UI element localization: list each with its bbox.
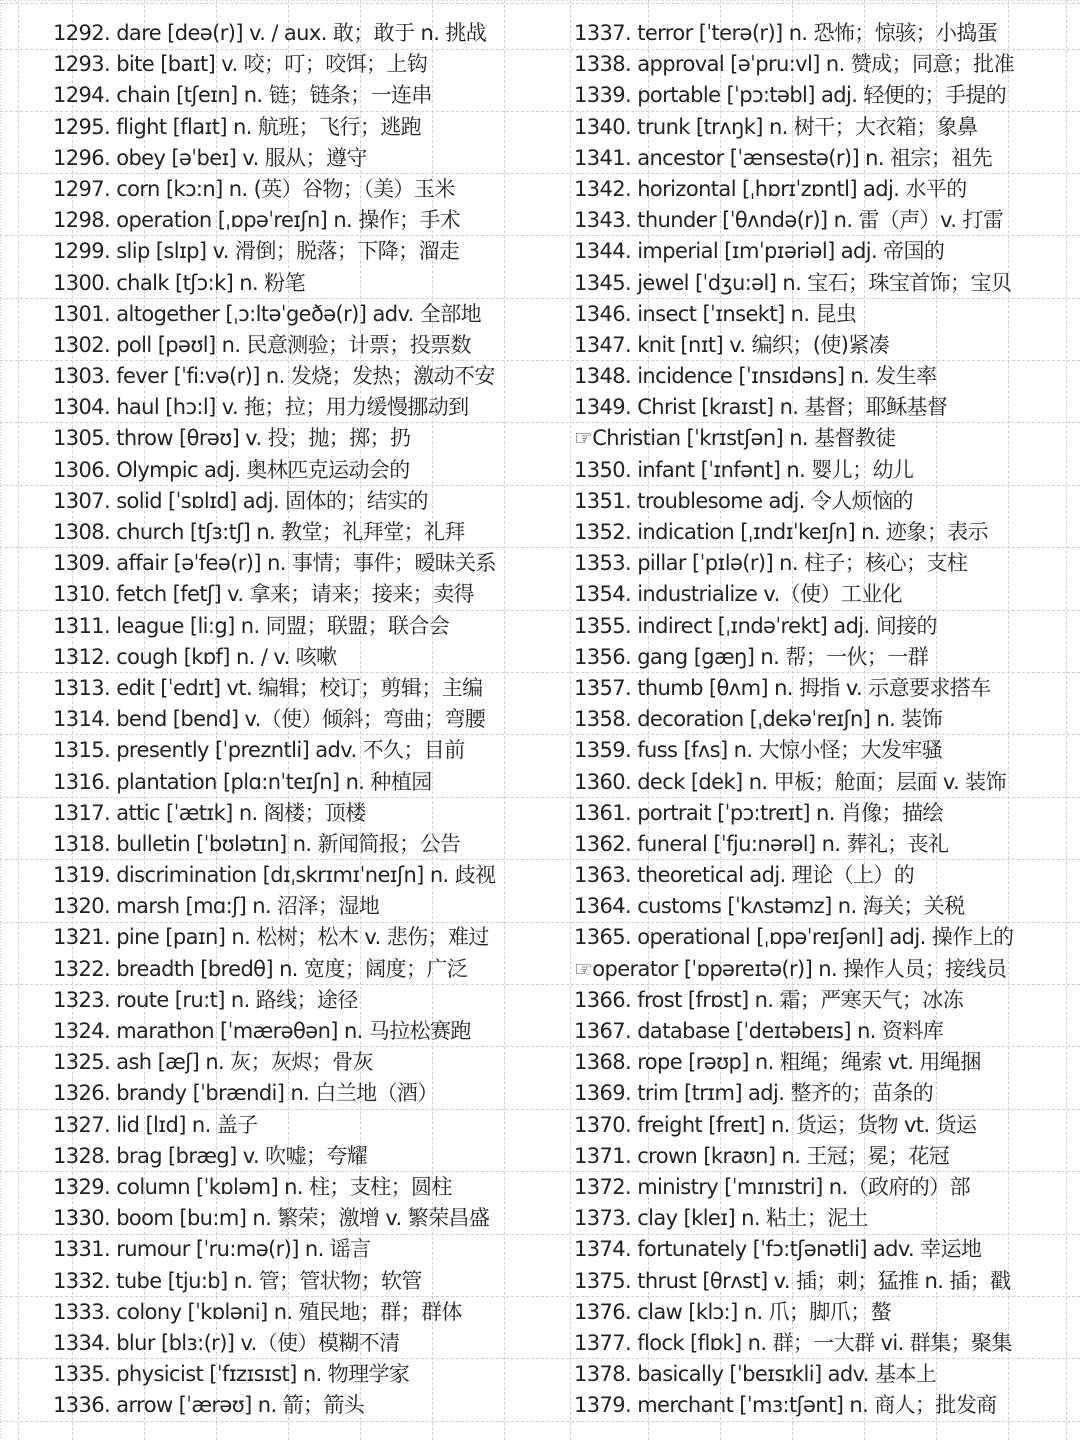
word-entry: 1328. brag [bræg] v. 吹嘘；夸耀: [53, 1143, 368, 1168]
word-entry: 1293. bite [baɪt] v. 咬；叮；咬饵；上钩: [53, 52, 428, 77]
grid-line: [18, 0, 19, 1440]
right-column: [574, 18, 1074, 1421]
word-entry: 1326. brandy [ˈbrændi] n. 白兰地（酒）: [53, 1081, 438, 1106]
word-entry: 1325. ash [æʃ] n. 灰；灰烬；骨灰: [53, 1050, 373, 1075]
word-entry: 1294. chain [tʃeɪn] n. 链；链条；一连串: [53, 83, 432, 108]
word-entry: 1345. jewel [ˈdʒu:əl] n. 宝石；珠宝首饰；宝贝: [574, 270, 1012, 295]
word-entry: 1353. pillar [ˈpɪlə(r)] n. 柱子；核心；支柱: [574, 551, 968, 576]
word-entry: 1292. dare [deə(r)] v. / aux. 敢；敢于 n. 挑战: [53, 21, 487, 45]
word-entry: 1306. Olympic adj. 奥林匹克运动会的: [53, 457, 410, 482]
word-entry: 1375. thrust [θrʌst] v. 插；刺；猛推 n. 插；戳: [574, 1268, 1011, 1293]
word-entry: 1301. altogether [ˌɔ:ltəˈgeðə(r)] adv. 全部地: [53, 301, 481, 326]
word-entry: 1296. obey [əˈbeɪ] v. 服从；遵守: [53, 145, 367, 170]
grid-line: [0, 3, 1080, 4]
word-entry: 1310. fetch [fetʃ] v. 拿来；请来；接来；卖得: [53, 582, 474, 607]
word-entry: 1307. solid [ˈsɒlɪd] adj. 固体的；结实的: [53, 488, 428, 513]
word-entry: 1337. terror [ˈterə(r)] n. 恐怖；惊骇；小捣蛋: [574, 21, 998, 45]
grid-line: [570, 0, 571, 1440]
word-entry: 1311. league [li:g] n. 同盟；联盟；联合会: [53, 613, 450, 638]
word-entry: 1365. operational [ˌɒpəˈreɪʃənl] adj. 操作上的: [574, 925, 1014, 950]
word-entry: 1308. church [tʃɜ:tʃ] n. 教堂；礼拜堂；礼拜: [53, 520, 465, 544]
word-entry: 1341. ancestor [ˈænsestə(r)] n. 祖宗；祖先: [574, 145, 992, 170]
word-entry: 1362. funeral [ˈfju:nərəl] n. 葬礼；丧礼: [574, 831, 949, 856]
word-entry: 1330. boom [bu:m] n. 繁荣；激增 v. 繁荣昌盛: [53, 1206, 490, 1231]
word-entry: 1359. fuss [fʌs] n. 大惊小怪；大发牢骚: [574, 738, 943, 763]
word-entry: 1321. pine [paɪn] n. 松树；松木 v. 悲伤；难过: [53, 925, 489, 950]
left-column: [53, 18, 568, 1421]
word-entry: 1303. fever [ˈfi:və(r)] n. 发烧；发热；激动不安: [53, 364, 495, 389]
word-entry: ☞Christian [ˈkrɪstʃən] n. 基督教徒: [574, 426, 896, 451]
word-entry: 1297. corn [kɔ:n] n. (英）谷物；（美）玉米: [53, 176, 455, 201]
word-entry: 1317. attic [ˈætɪk] n. 阁楼；顶楼: [53, 800, 366, 825]
word-entry: 1322. breadth [bredθ] n. 宽度；阔度；广泛: [53, 956, 468, 981]
word-entry: 1336. arrow [ˈærəʊ] n. 箭；箭头: [53, 1393, 365, 1418]
word-entry: 1371. crown [kraʊn] n. 王冠；冕；花冠: [574, 1143, 950, 1168]
word-entry: 1348. incidence [ˈɪnsɪdəns] n. 发生率: [574, 364, 937, 389]
word-entry: 1373. clay [kleɪ] n. 粘土；泥土: [574, 1206, 868, 1231]
word-entry: 1340. trunk [trʌŋk] n. 树干；大衣箱；象鼻: [574, 114, 978, 139]
word-entry: 1318. bulletin [ˈbʊlətɪn] n. 新闻简报；公告: [53, 831, 461, 856]
word-entry: 1324. marathon [ˈmærəθən] n. 马拉松赛跑: [53, 1019, 471, 1043]
word-entry: 1368. rope [rəʊp] n. 粗绳；绳索 vt. 用绳捆: [574, 1050, 981, 1075]
word-entry: 1344. imperial [ɪmˈpɪəriəl] adj. 帝国的: [574, 239, 945, 264]
word-entry: 1370. freight [freɪt] n. 货运；货物 vt. 货运: [574, 1112, 977, 1137]
word-entry: 1316. plantation [plɑ:nˈteɪʃn] n. 种植园: [53, 769, 432, 794]
word-entry: 1347. knit [nɪt] v. 编织；(使)紧凑: [574, 332, 890, 357]
word-entry: 1333. colony [ˈkɒləni] n. 殖民地；群；群体: [53, 1299, 462, 1324]
word-entry: 1313. edit [ˈedɪt] vt. 编辑；校订；剪辑；主编: [53, 675, 483, 700]
word-entry: 1298. operation [ˌɒpəˈreɪʃn] n. 操作；手术: [53, 208, 461, 233]
word-entry: 1379. merchant [ˈmɜ:tʃənt] n. 商人；批发商: [574, 1393, 997, 1418]
word-entry: ☞operator [ˈɒpəreɪtə(r)] n. 操作人员；接线员: [574, 956, 1007, 981]
word-entry: 1342. horizontal [ˌhɒrɪˈzɒntl] adj. 水平的: [574, 176, 967, 201]
word-entry: 1327. lid [lɪd] n. 盖子: [53, 1112, 258, 1137]
word-entry: 1331. rumour [ˈru:mə(r)] n. 谣言: [53, 1237, 371, 1262]
word-entry: 1343. thunder [ˈθʌndə(r)] n. 雷（声）v. 打雷: [574, 208, 1004, 233]
word-entry: 1319. discrimination [dɪˌskrɪmɪˈneɪʃn] n. 歧视: [53, 863, 496, 888]
word-entry: 1304. haul [hɔ:l] v. 拖；拉；用力缓慢挪动到: [53, 395, 469, 420]
word-entry: 1314. bend [bend] v.（使）倾斜；弯曲；弯腰: [53, 707, 486, 732]
word-entry: 1338. approval [əˈpru:vl] n. 赞成；同意；批准: [574, 52, 1014, 77]
word-entry: 1363. theoretical adj. 理论（上）的: [574, 863, 915, 888]
word-entry: 1305. throw [θrəʊ] v. 投；抛；掷；扔: [53, 426, 411, 451]
word-entry: 1377. flock [flɒk] n. 群；一大群 vi. 群集；聚集: [574, 1330, 1012, 1355]
word-entry: 1323. route [ru:t] n. 路线；途径: [53, 987, 358, 1012]
word-entry: 1334. blur [blɜ:(r)] v.（使）模糊不清: [53, 1330, 400, 1355]
word-entry: 1367. database [ˈdeɪtəbeɪs] n. 资料库: [574, 1019, 944, 1043]
word-entry: 1355. indirect [ˌɪndəˈrekt] adj. 间接的: [574, 613, 937, 638]
word-entry: 1374. fortunately [ˈfɔ:tʃənətli] adv. 幸运地: [574, 1237, 982, 1262]
word-entry: 1350. infant [ˈɪnfənt] n. 婴儿；幼儿: [574, 457, 914, 482]
word-entry: 1346. insect [ˈɪnsekt] n. 昆虫: [574, 301, 857, 326]
word-entry: 1320. marsh [mɑ:ʃ] n. 沼泽；湿地: [53, 894, 380, 919]
word-entry: 1339. portable [ˈpɔ:təbl] adj. 轻便的；手提的: [574, 83, 1007, 108]
word-entry: 1295. flight [flaɪt] n. 航班；飞行；逃跑: [53, 114, 422, 139]
word-entry: 1364. customs [ˈkʌstəmz] n. 海关；关税: [574, 894, 965, 919]
word-entry: 1376. claw [klɔ:] n. 爪；脚爪；螯: [574, 1299, 892, 1324]
word-entry: 1366. frost [frɒst] n. 霜；严寒天气；冰冻: [574, 987, 964, 1012]
word-entry: 1356. gang [gæŋ] n. 帮；一伙；一群: [574, 644, 929, 669]
word-entry: 1361. portrait [ˈpɔ:treɪt] n. 肖像；描绘: [574, 800, 943, 825]
word-entry: 1349. Christ [kraɪst] n. 基督；耶稣基督: [574, 395, 948, 420]
word-entry: 1357. thumb [θʌm] n. 拇指 v. 示意要求搭车: [574, 675, 991, 700]
word-entry: 1354. industrialize v.（使）工业化: [574, 582, 903, 607]
word-entry: 1302. poll [pəʊl] n. 民意测验；计票；投票数: [53, 332, 471, 357]
word-entry: 1329. column [ˈkɒləm] n. 柱；支柱；圆柱: [53, 1174, 452, 1199]
word-entry: 1335. physicist [ˈfɪzɪsɪst] n. 物理学家: [53, 1362, 410, 1387]
word-entry: 1369. trim [trɪm] adj. 整齐的；苗条的: [574, 1081, 934, 1106]
word-entry: 1300. chalk [tʃɔ:k] n. 粉笔: [53, 270, 305, 295]
word-entry: 1315. presently [ˈpreznt​li] adv. 不久；目前: [53, 738, 465, 763]
word-entry: 1360. deck [dek] n. 甲板；舱面；层面 v. 装饰: [574, 769, 1006, 794]
word-entry: 1372. ministry [ˈmɪnɪstri] n.（政府的）部: [574, 1174, 970, 1199]
word-entry: 1309. affair [əˈfeə(r)] n. 事情；事件；暧昧关系: [53, 551, 496, 576]
word-entry: 1352. indication [ˌɪndɪˈkeɪʃn] n. 迹象；表示: [574, 520, 989, 544]
word-entry: 1332. tube [tju:b] n. 管；管状物；软管: [53, 1268, 422, 1293]
word-entry: 1358. decoration [ˌdekəˈreɪʃn] n. 装饰: [574, 707, 943, 732]
word-entry: 1299. slip [slɪp] v. 滑倒；脱落；下降；溜走: [53, 239, 460, 264]
word-entry: 1378. basically [ˈbeɪsɪkli] adv. 基本上: [574, 1362, 937, 1387]
word-entry: 1351. troublesome adj. 令人烦恼的: [574, 488, 913, 513]
word-entry: 1312. cough [kɒf] n. / v. 咳嗽: [53, 644, 337, 669]
